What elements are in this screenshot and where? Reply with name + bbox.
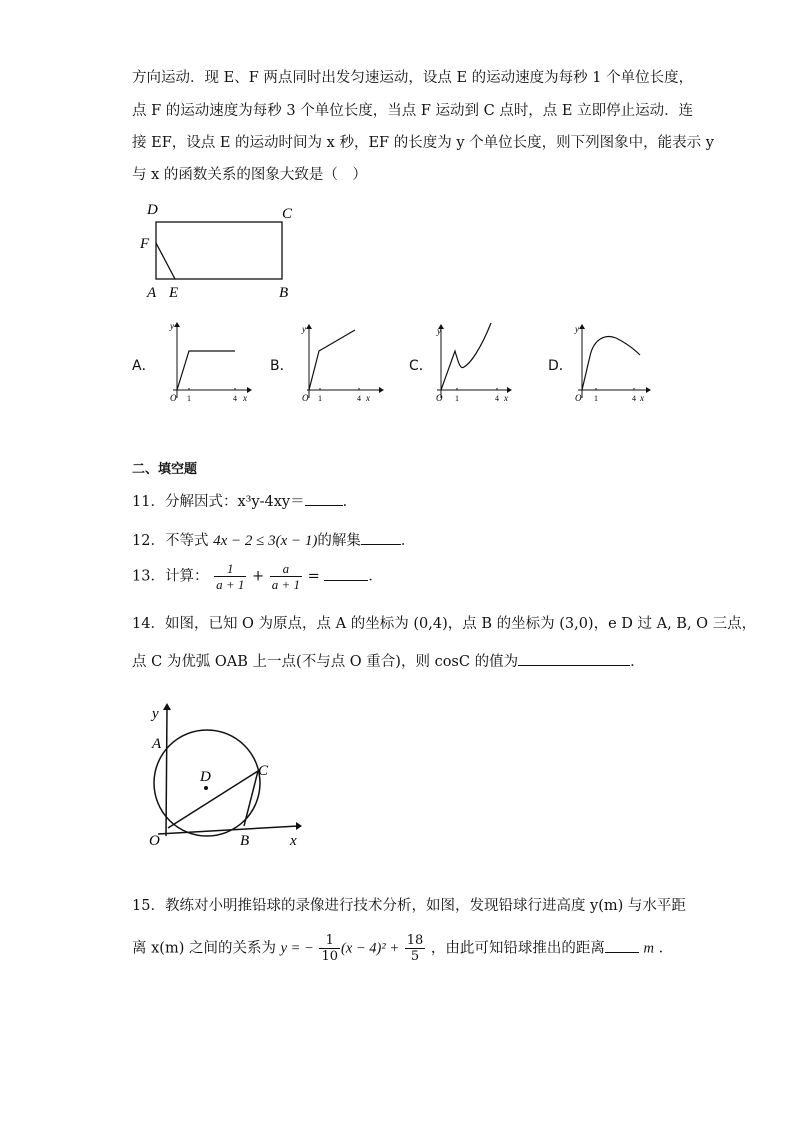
q14-line-2: 点 C 为优弧 OAB 上一点(不与点 O 重合)，则 cosC 的值为: [132, 654, 519, 670]
q14-line-2-wrap: [132, 650, 645, 671]
rect-label-c: C: [282, 206, 293, 222]
graph-b-tick-1: 1: [318, 394, 322, 403]
rect-label-f: F: [140, 236, 150, 252]
q13-equals: =: [307, 568, 320, 585]
q15-line-1: 15．教练对小明推铅球的录像进行技术分析，如图，发现铅球行进高度 y(m) 与水平距: [132, 898, 686, 914]
q13-answer-blank: [324, 568, 368, 581]
graph-c-y-label: y: [437, 326, 441, 336]
option-c-graph: [433, 318, 523, 404]
graph-a-o-label: O: [170, 393, 177, 403]
q14-answer-blank: [518, 653, 630, 666]
q11-answer-blank: [305, 493, 343, 506]
q13-plus: +: [251, 568, 265, 585]
graph-c-x-label: x: [504, 393, 508, 403]
circle-label-d: D: [200, 769, 211, 785]
q10-line-4: 与 x 的函数关系的图象大致是（ ）: [132, 167, 367, 183]
option-d-graph: [570, 318, 660, 404]
q14-line-1: 14．如图，已知 O 为原点，点 A 的坐标为 (0,4)，点 B 的坐标为 (3,0)，e D 过 A, B, O 三点，: [132, 616, 757, 632]
rect-label-e: E: [169, 285, 179, 301]
q13-frac2-denominator: a + 1: [271, 577, 300, 592]
q15-formula-y: y = −: [280, 940, 314, 957]
graph-b-x-label: x: [366, 393, 370, 403]
q12-inequality: 4x − 2 ≤ 3(x − 1): [213, 533, 318, 549]
option-b-label: B．: [270, 358, 294, 374]
q12-prefix: 12．不等式: [132, 533, 209, 549]
graph-d-o-label: O: [575, 393, 582, 403]
option-d-label: D．: [548, 358, 573, 374]
circle-label-o: O: [149, 833, 160, 849]
graph-b-y-label: y: [302, 324, 306, 334]
q15-line-2-suffix: ，由此可知铅球推出的距离: [430, 940, 605, 957]
rectangle-figure: [135, 198, 305, 302]
graph-a-x-label: x: [243, 393, 247, 403]
q10-line-2: 点 F 的运动速度为每秒 3 个单位长度，当点 F 运动到 C 点时，点 E 立即停止运动．连: [132, 103, 694, 119]
q10-line-1: 方向运动．现 E、F 两点同时出发匀速运动，设点 E 的运动速度为每秒 1 个单位长度，: [132, 70, 694, 86]
q13-fraction-1: [214, 561, 246, 592]
graph-a-tick-4: 4: [233, 394, 237, 403]
graph-b-o-label: O: [302, 393, 309, 403]
q13-frac2-numerator: a: [270, 561, 302, 577]
option-a-label: A．: [132, 358, 156, 374]
q15-fraction-b: [405, 933, 426, 964]
graph-c-tick-1: 1: [455, 394, 459, 403]
circle-figure: [140, 700, 310, 850]
option-a-graph: [163, 318, 253, 404]
circle-label-b: B: [240, 833, 250, 849]
graph-c-tick-4: 4: [495, 394, 499, 403]
graph-a-y-label: y: [170, 321, 174, 331]
graph-d-y-label: y: [575, 324, 579, 334]
rect-label-d: D: [147, 202, 158, 218]
q12-answer-blank: [361, 532, 401, 545]
q15-frac-b-numerator: 18: [406, 933, 424, 948]
graph-d-tick-4: 4: [632, 394, 636, 403]
graph-d-x-label: x: [640, 393, 644, 403]
q15-line-2: [132, 933, 673, 964]
q13-frac1-numerator: 1: [214, 561, 246, 577]
q12-suffix: 的解集: [317, 533, 361, 549]
q11-end: ．: [342, 494, 358, 510]
q14-end: ．: [630, 654, 645, 670]
option-b-graph: [297, 318, 387, 404]
option-c-label: C．: [409, 358, 433, 374]
question-13: [132, 561, 383, 592]
q13-end: ．: [368, 568, 383, 585]
q15-frac-a-numerator: 1: [319, 933, 340, 949]
rect-label-b: B: [279, 285, 289, 301]
q15-end: ．: [658, 940, 674, 957]
q11-text: 11．分解因式：x³y-4xy＝: [132, 494, 305, 510]
graph-c-o-label: O: [436, 393, 443, 403]
q10-line-3: 接 EF，设点 E 的运动时间为 x 秒，EF 的长度为 y 个单位长度，则下列图象中，能表示 y: [132, 135, 714, 151]
graph-a-tick-1: 1: [187, 394, 191, 403]
circle-label-x: x: [290, 833, 297, 849]
graph-b-tick-4: 4: [357, 394, 361, 403]
q13-frac1-denominator: a + 1: [216, 577, 245, 592]
q15-unit: m: [643, 940, 654, 957]
question-11: [132, 490, 357, 511]
q12-end: ．: [400, 533, 416, 549]
q13-fraction-2: [270, 561, 302, 592]
q15-answer-blank: [605, 940, 639, 953]
section-title-fill-in: 二、填空题: [132, 462, 198, 477]
circle-label-a: A: [152, 736, 162, 752]
q15-formula-mid: (x − 4)² +: [341, 940, 400, 957]
q15-fraction-a: [319, 933, 340, 964]
graph-d-tick-1: 1: [594, 394, 598, 403]
circle-label-y: y: [152, 706, 159, 722]
q15-frac-b-denominator: 5: [410, 949, 420, 964]
rect-label-a: A: [147, 285, 157, 301]
q15-frac-a-denominator: 10: [321, 949, 338, 964]
q13-prefix: 13．计算：: [132, 568, 209, 585]
circle-label-c: C: [258, 763, 269, 779]
q15-line-2-prefix: 离 x(m) 之间的关系为: [132, 940, 276, 957]
question-12: [132, 529, 415, 550]
